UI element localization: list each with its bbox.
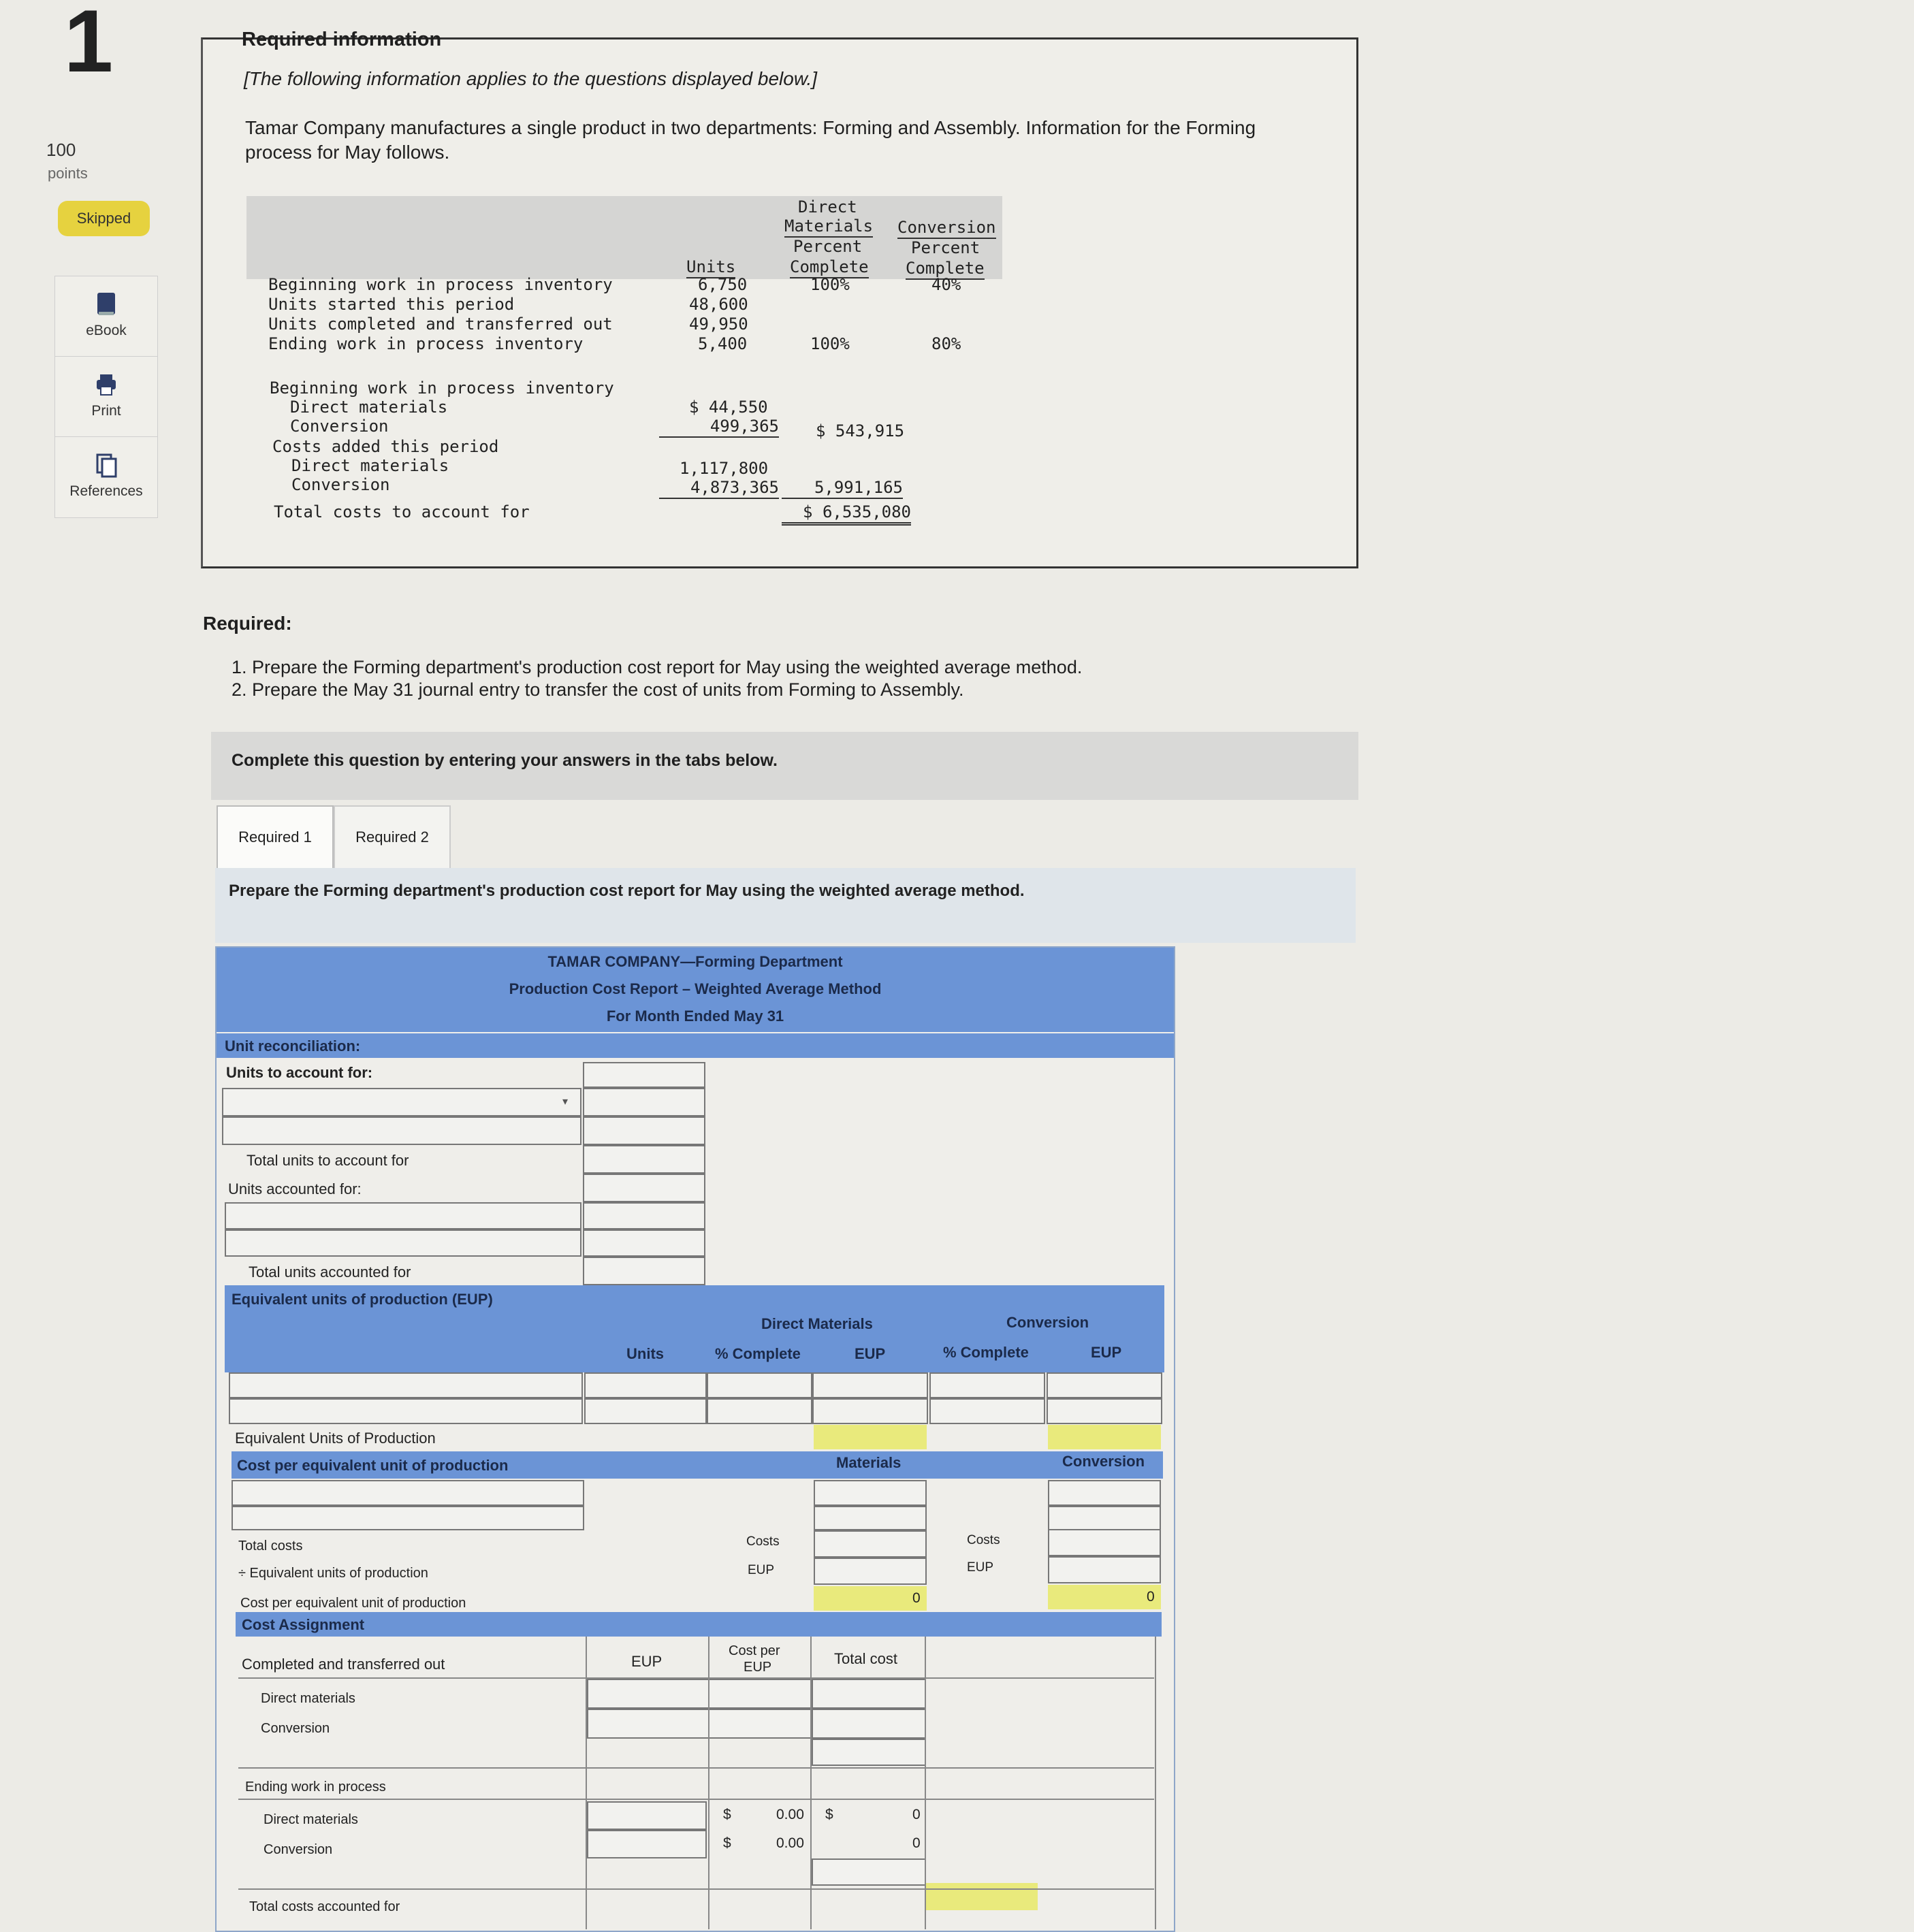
row-ewip-units: 5,400 [698,334,748,353]
cost-assignment-heading: Cost Assignment [242,1616,365,1633]
ca-conv-total[interactable] [812,1709,926,1739]
ca-conv-label: Conversion [261,1721,330,1736]
row-ewip-label: Ending work in process inventory [268,334,584,353]
eup-units-header: Units [626,1345,664,1362]
costs-label-dm: Costs [746,1534,780,1549]
eup-row-2-conv-pct[interactable] [929,1398,1045,1424]
dm-header-1: Direct [798,197,857,216]
report-title-1: TAMAR COMPANY—Forming Department [547,953,843,970]
info-intro: Tamar Company manufactures a single product in two departments: Forming and Assembly. Information for the Forming process for May follows. [245,117,1256,163]
points-value: 100 [46,140,76,160]
references-icon [95,452,118,478]
cost-added-total: 5,991,165 [782,478,903,499]
cpe-row-2-dm[interactable] [814,1506,927,1530]
cpe-row-2-conv[interactable] [1048,1506,1161,1530]
row-completed-units: 49,950 [689,315,748,334]
completed-transferred-label: Completed and transferred out [242,1656,445,1673]
grid-line [1155,1637,1156,1929]
tab-required-1[interactable]: Required 1 [217,805,334,869]
eup-dm-eup-header: EUP [855,1345,886,1362]
dm-header-4: Complete [790,257,869,278]
grid-line [586,1637,587,1929]
cpe-row-1-dm[interactable] [814,1480,927,1506]
ewip-conv-total: 0 [912,1835,921,1851]
total-costs-accounted-label: Total costs accounted for [249,1899,400,1914]
eup-conv-total-cell[interactable] [1048,1425,1161,1449]
cost-assignment-band [236,1612,1162,1637]
units-to-account-select-2[interactable] [222,1116,581,1145]
print-button[interactable] [54,356,158,438]
row-bwip-dm: 100% [810,275,850,294]
ewip-dm-total: 0 [912,1807,921,1822]
ebook-label: eBook [86,323,127,338]
eup-row-2-dm-eup[interactable] [812,1398,928,1424]
book-icon [95,291,118,317]
data-table-header-bg [246,196,1002,279]
cost-per-eup-heading: Cost per equivalent unit of production [237,1457,509,1474]
units-to-account-input-1[interactable] [583,1088,705,1116]
cpe-conv-result [1048,1585,1161,1609]
units-to-account-input-0[interactable] [583,1062,705,1088]
eup-row-1-dm-pct[interactable] [707,1372,812,1398]
cost-added-label: Costs added this period [272,437,499,456]
dm-header-3: Percent [793,237,863,256]
ca-cost-per-header-1: Cost per [729,1643,780,1658]
units-to-account-select-1[interactable] [222,1088,581,1116]
ca-eup-header: EUP [631,1653,663,1670]
references-button[interactable] [54,436,158,518]
references-label: References [69,483,143,499]
cpe-row-1-select[interactable] [232,1480,584,1506]
ending-wip-label: Ending work in process [245,1780,386,1794]
eup-label-conv: EUP [967,1560,994,1575]
grid-line [925,1637,926,1929]
cost-bwip-conv-label: Conversion [290,417,389,436]
printer-icon [95,372,118,398]
eup-row-2-units[interactable] [584,1398,707,1424]
cpe-materials-header: Materials [836,1454,902,1471]
ewip-dm-total-dollar: $ [825,1807,833,1822]
grid-line [238,1767,1154,1769]
units-to-account-for-label: Units to account for: [226,1064,373,1081]
row-ewip-conv: 80% [931,334,961,353]
ebook-button[interactable] [54,276,158,357]
required-heading: Required: [203,613,292,634]
units-accounted-input-0[interactable] [583,1174,705,1202]
ewip-conv-cpe: 0.00 [776,1835,804,1851]
div-eup-conv-input[interactable] [1048,1556,1161,1583]
dm-header-2: Materials [784,216,873,238]
grid-line [238,1799,1154,1800]
ewip-conv-dollar: $ [723,1835,731,1851]
status-badge: Skipped [58,201,150,236]
cost-per-eup-row-label: Cost per equivalent unit of production [240,1596,466,1611]
ca-dm-total[interactable] [812,1679,926,1709]
ewip-dm-dollar: $ [723,1807,731,1822]
grid-line [238,1677,1154,1679]
chevron-down-icon[interactable]: ▾ [562,1096,569,1108]
points-label: points [48,165,88,182]
ca-total-cost-header: Total cost [834,1650,897,1667]
ca-dm-eup-input[interactable] [587,1679,812,1709]
question-number: 1 [63,0,114,91]
total-units-to-account-input[interactable] [583,1145,705,1174]
eup-row-2-select[interactable] [229,1398,583,1424]
required-information-title: Required information [242,29,442,50]
cpe-dm-result [814,1586,927,1611]
cost-bwip-dm-label: Direct materials [290,398,448,417]
cpe-row-2-select[interactable] [232,1506,584,1530]
total-units-accounted-input[interactable] [583,1257,705,1285]
unit-reconciliation-label: Unit reconciliation: [225,1037,361,1054]
costs-label-conv: Costs [967,1533,1000,1547]
cost-added-conv-label: Conversion [291,475,390,494]
eup-row-1-units[interactable] [584,1372,707,1398]
eup-dm-header: Direct Materials [761,1315,873,1332]
cost-added-dm-label: Direct materials [291,456,449,475]
ewip-dm-cpe: 0.00 [776,1807,804,1822]
div-eup-label: ÷ Equivalent units of production [238,1566,428,1581]
cost-total-label: Total costs to account for [274,502,530,521]
cpe-row-1-conv[interactable] [1048,1480,1161,1506]
eup-heading: Equivalent units of production (EUP) [232,1291,493,1308]
row-completed-label: Units completed and transferred out [268,315,613,334]
eup-row-2-dm-pct[interactable] [707,1398,812,1424]
print-label: Print [91,403,121,419]
eup-conv-eup-header: EUP [1091,1344,1122,1361]
eup-row-1-dm-eup[interactable] [812,1372,928,1398]
grid-line [708,1637,709,1929]
ca-dm-label: Direct materials [261,1691,355,1706]
row-started-label: Units started this period [268,295,515,314]
units-header: Units [686,257,735,278]
eup-row-2-conv-eup[interactable] [1047,1398,1162,1424]
cpe-conversion-header: Conversion [1062,1453,1145,1470]
cost-added-dm: 1,117,800 [680,459,769,478]
ca-completed-total[interactable] [812,1739,926,1766]
cost-bwip-conv: 499,365 [659,417,779,438]
cpe-conv-value: 0 [1147,1589,1155,1605]
ewip-dm-label: Direct materials [264,1812,358,1827]
tab-required-2[interactable]: Required 2 [334,805,451,869]
ewip-total[interactable] [812,1858,926,1886]
total-units-to-account-for-label: Total units to account for [246,1152,409,1169]
eup-row-1-select[interactable] [229,1372,583,1398]
conv-header-2: Percent [911,238,980,257]
units-accounted-input-2[interactable] [583,1229,705,1257]
units-accounted-select-2[interactable] [225,1229,581,1257]
row-bwip-label: Beginning work in process inventory [268,275,613,294]
info-note: [The following information applies to the questions displayed below.] [244,68,818,89]
row-bwip-conv: 40% [931,275,961,294]
cost-bwip-total: $ 543,915 [816,421,905,440]
cost-total: $ 6,535,080 [782,502,911,526]
row-bwip-units: 6,750 [698,275,748,294]
required-item-1: 1. Prepare the Forming department's production cost report for May using the weighted average method. [232,657,1083,677]
cpe-dm-value: 0 [912,1590,921,1606]
cost-bwip-label: Beginning work in process inventory [270,379,614,398]
units-accounted-for-label: Units accounted for: [228,1180,362,1197]
div-eup-dm-input[interactable] [814,1558,927,1585]
ca-conv-eup-input[interactable] [587,1709,812,1739]
total-costs-dm-input[interactable] [814,1530,927,1558]
report-title-2: Production Cost Report – Weighted Average Method [509,980,882,997]
eup-conv-pct-header: % Complete [943,1344,1029,1361]
grid-line [238,1888,1154,1890]
complete-prompt: Complete this question by entering your answers in the tabs below. [211,732,1358,800]
row-started-units: 48,600 [689,295,748,314]
ca-cost-per-header-2: EUP [744,1660,772,1675]
grid-line [810,1637,812,1929]
units-accounted-select-1[interactable] [225,1202,581,1229]
total-costs-label: Total costs [238,1539,303,1553]
conv-header-3: Complete [906,259,985,280]
report-title-3: For Month Ended May 31 [606,1008,784,1025]
conv-header-1: Conversion [897,218,996,239]
ewip-dm-eup-input[interactable] [587,1801,707,1830]
ewip-conv-eup-input[interactable] [587,1830,707,1858]
eup-dm-total-cell[interactable] [814,1425,927,1449]
eup-row-1-conv-eup[interactable] [1047,1372,1162,1398]
eup-row-1-conv-pct[interactable] [929,1372,1045,1398]
row-ewip-dm: 100% [810,334,850,353]
prepare-prompt: Prepare the Forming department's production cost report for May using the weighted average method. [215,868,1356,943]
eup-dm-pct-header: % Complete [715,1345,801,1362]
required-item-2: 2. Prepare the May 31 journal entry to transfer the cost of units from Forming to Assembly. [232,679,964,700]
eup-label-dm: EUP [748,1563,775,1577]
units-accounted-input-1[interactable] [583,1202,705,1229]
total-units-accounted-for-label: Total units accounted for [249,1263,411,1281]
ewip-conv-label: Conversion [264,1842,333,1857]
cost-bwip-dm: $ 44,550 [689,398,768,417]
cost-added-conv: 4,873,365 [659,478,779,499]
total-costs-conv-input[interactable] [1048,1529,1161,1556]
eup-total-label: Equivalent Units of Production [235,1430,436,1447]
units-to-account-input-2[interactable] [583,1116,705,1145]
eup-conv-header: Conversion [1006,1314,1089,1331]
total-costs-accounted-cell [925,1883,1038,1910]
